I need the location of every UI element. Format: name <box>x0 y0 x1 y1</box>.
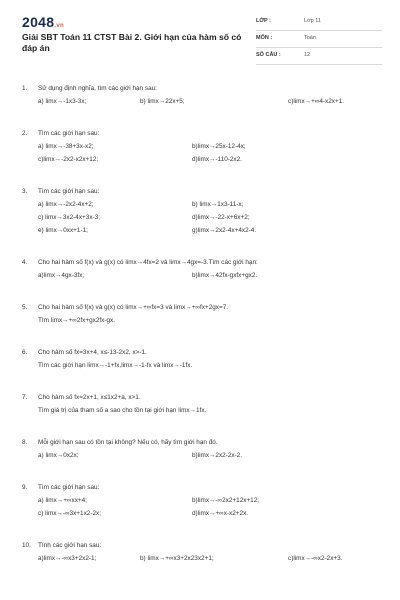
question-items-row <box>22 94 382 107</box>
meta-key: SỐ CÂU : <box>256 52 281 58</box>
question-number: 6. <box>22 349 28 356</box>
question-text: Tính các giới hạn sau: <box>38 542 102 549</box>
question-number: 7. <box>22 394 28 401</box>
question-subitem: g)limx→2x2-4x+4x2-4. <box>192 227 257 234</box>
question-subitem: a) limx→-2x2-4x+2; <box>38 201 94 208</box>
question-text: Tìm các giới hạn sau: <box>38 188 100 195</box>
question-item <box>22 347 382 371</box>
meta-row-class <box>256 14 382 31</box>
question-header <box>22 540 382 551</box>
meta-value: Toán <box>304 35 316 41</box>
question-header <box>22 302 382 313</box>
question-header <box>22 257 382 268</box>
question-number: 3. <box>22 188 28 195</box>
question-item <box>22 186 382 236</box>
page-title: Giải SBT Toán 11 CTST Bài 2. Giới hạn của hàm số có đáp án <box>22 32 242 53</box>
question-items-row <box>22 223 382 236</box>
question-number: 10. <box>22 542 31 549</box>
question-subitem: b) limx→22x+5; <box>140 98 185 105</box>
question-subitem: c) limx→3x2-4x+3x-3; <box>38 214 100 221</box>
question-subitem: a)limx→4gx-3fx; <box>38 272 85 279</box>
question-number: 1. <box>22 85 28 92</box>
question-number: 8. <box>22 439 28 446</box>
question-header <box>22 128 382 139</box>
question-number: 4. <box>22 259 28 266</box>
question-item <box>22 257 382 281</box>
question-items-row <box>22 358 382 371</box>
question-text: Tìm các giới hạn sau: <box>38 484 100 491</box>
question-number: 2. <box>22 130 28 137</box>
question-subitem: b)limx→25x-12-4x; <box>192 143 246 150</box>
question-subitem: c)limx→-∞x2-2x+3. <box>288 555 343 562</box>
question-items-row <box>22 197 382 210</box>
question-subitem: Tìm limx→+∞2fx+gx2fx-gx. <box>38 317 115 324</box>
question-header <box>22 186 382 197</box>
site-logo[interactable] <box>22 14 64 30</box>
question-items-row <box>22 551 382 564</box>
meta-row-count <box>256 48 382 65</box>
question-item <box>22 392 382 416</box>
meta-info <box>256 14 382 65</box>
question-text: Cho hàm số fx=2x+1, x≤1x2+a, x>1. <box>38 394 141 401</box>
question-subitem: b) limx→+∞x3+2x23x2+1; <box>140 555 214 562</box>
question-subitem: Tìm giá trị của tham số a sao cho tồn tại giới hạn limx→1fx. <box>38 407 207 414</box>
question-subitem: d)limx→-22-x+6x+2; <box>192 214 250 221</box>
question-subitem: e) limx→0xx+1-1; <box>38 227 88 234</box>
question-subitem: a) limx→-1x3-3x; <box>38 98 87 105</box>
question-subitem: c)limx→-2x2-x2x+12; <box>38 156 99 163</box>
logo-main: 2048 <box>22 14 55 30</box>
question-number: 9. <box>22 484 28 491</box>
meta-row-subject <box>256 31 382 48</box>
question-text: Cho hàm số fx=3x+4, x≤-13-2x2, x>-1. <box>38 349 147 356</box>
question-header <box>22 392 382 403</box>
question-item <box>22 540 382 564</box>
question-items-row <box>22 506 382 519</box>
meta-key: LỚP : <box>256 18 271 24</box>
question-subitem: b)limx→-∞2x2+12x+12; <box>192 497 260 504</box>
question-subitem: c) limx→-∞3x+1x2-2x; <box>38 510 101 517</box>
question-subitem: b)limx→42fx-gxfx+gx2. <box>192 272 258 279</box>
question-subitem: a) limx→-38+3x-x2; <box>38 143 94 150</box>
question-header <box>22 83 382 94</box>
question-subitem: d)limx→-110-2x2. <box>192 156 242 163</box>
question-subitem: a) limx→+∞xx+4; <box>38 497 87 504</box>
question-text: Cho hai hàm số f(x) và g(x) có limx→+∞fx=3 và limx→+∞fx+2gx=7. <box>38 304 229 311</box>
question-items-row <box>22 313 382 326</box>
question-text: Cho hai hàm số f(x) và g(x) có limx→4fx=2 và limx→4gx=-3.Tìm các giới hạn: <box>38 259 258 266</box>
question-items-row <box>22 448 382 461</box>
question-number: 5. <box>22 304 28 311</box>
question-text: Mỗi giới hạn sau có tồn tại không? Nếu có, hãy tìm giới hạn đó. <box>38 439 218 446</box>
question-item <box>22 437 382 461</box>
question-item <box>22 83 382 107</box>
question-text: Tìm các giới hạn sau: <box>38 130 100 137</box>
question-items-row <box>22 493 382 506</box>
meta-value: Lớp 11 <box>304 18 321 24</box>
question-items-row <box>22 152 382 165</box>
meta-value: 12 <box>304 52 311 58</box>
question-items-row <box>22 268 382 281</box>
question-header <box>22 347 382 358</box>
question-subitem: b) limx→1x3-11-x; <box>192 201 244 208</box>
question-subitem: a)limx→-∞x3+2x2-1; <box>38 555 97 562</box>
question-list <box>22 83 382 585</box>
question-item <box>22 128 382 165</box>
logo-sub: .vn <box>54 23 64 29</box>
question-text: Sử dụng định nghĩa, tìm các giới hạn sau: <box>38 85 157 92</box>
question-items-row <box>22 210 382 223</box>
question-item <box>22 482 382 519</box>
question-subitem: Tìm các giới hạn limx→-1+fx,limx→-1-fx và limx→-1fx. <box>38 362 193 369</box>
question-subitem: b)limx→2x2-2x-2. <box>192 452 243 459</box>
question-header <box>22 437 382 448</box>
meta-key: MÔN : <box>256 35 273 41</box>
question-header <box>22 482 382 493</box>
question-item <box>22 302 382 326</box>
question-items-row <box>22 139 382 152</box>
question-items-row <box>22 403 382 416</box>
question-subitem: a) limx→0x2x; <box>38 452 79 459</box>
header <box>22 14 382 62</box>
question-subitem: d)limx→+∞x-x2+2x. <box>192 510 249 517</box>
question-subitem: c)limx→+∞4-x2x+1. <box>288 98 345 105</box>
